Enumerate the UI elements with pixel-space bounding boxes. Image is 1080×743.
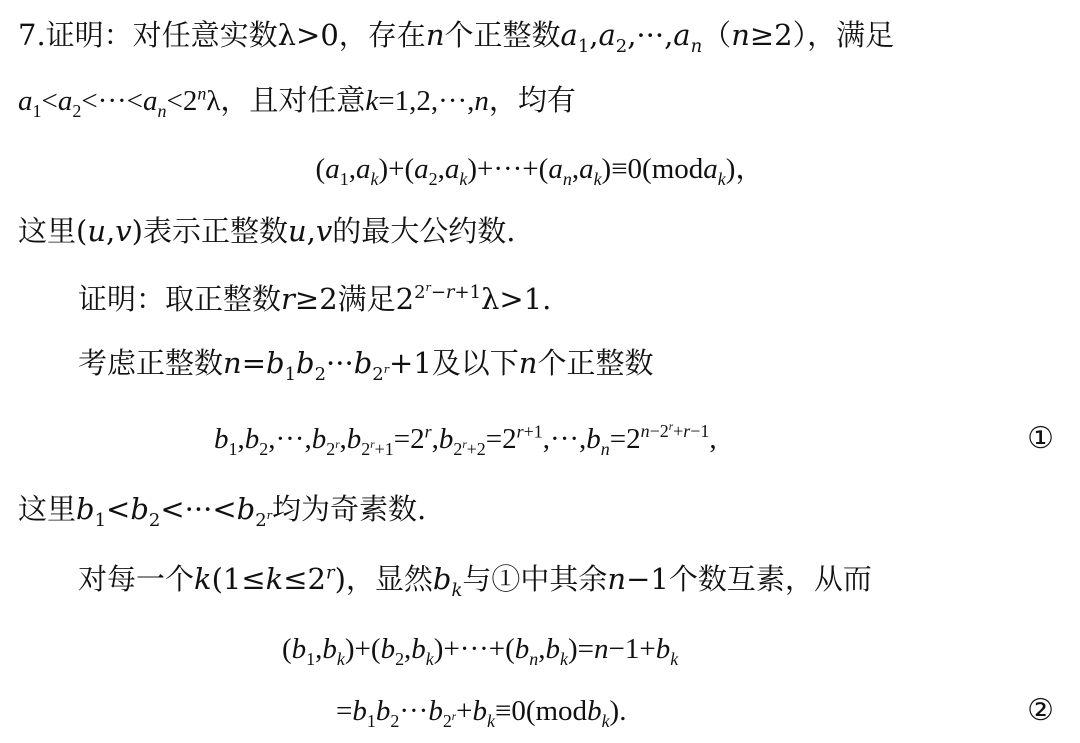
primes-note-text: 这里$b_1<b_2<\cdot\cdot\cdot<b_{2^r}$均为奇素数. [18, 492, 427, 531]
proof-consider-text: 考虑正整数$n=b_1b_2\cdot\cdot\cdot b_{2^r}+1$及以下n个正整数 [78, 346, 654, 385]
coprime-argument-text: 对每一个$k(1\le k\le 2^r)$，显然$b_k$与①中其余n−1个数互素，从而 [78, 562, 872, 601]
proof-start-text: 证明：取正整数r≥2满足$2^{2^r-r+1}\lambda>1$. [78, 281, 552, 316]
coprime-argument [0, 552, 1080, 606]
gcd-definition-text: 这里(u,v)表示正整数u,v的最大公约数. [18, 214, 516, 248]
gcd-definition [0, 204, 1080, 258]
problem-text-1: 7.证明：对任意实数λ>0，存在n个正整数$a_1,a_2,\cdot\cdot\cdot,a_n(n\ge 2)$，满足 [18, 18, 895, 57]
sum-equation-line [0, 622, 1080, 676]
equation-1-label: ① [1027, 421, 1054, 456]
sum-equation: $(b_1,b_k)+(b_2,b_k)+\cdot\cdot\cdot+(b_n,b_k)=n-1+b_k$ [282, 633, 679, 669]
primes-note [0, 482, 1080, 536]
condition-equation-text: $(a_1,a_k)+(a_2,a_k)+\cdot\cdot\cdot+(a_n,a_k)\equiv 0(moda_k)$， [315, 153, 765, 189]
equation-2: $=b_1b_2\cdot\cdot\cdot b_{2^r}+b_k\equiv 0(modb_k)$. [336, 695, 627, 731]
equation-1: $b_1,b_2,\cdot\cdot\cdot,b_{2^r},b_{2^r+1}=2^r,b_{2^r+2}=2^{r+1},\cdot\cdot\cdot,b_n=2^{n-2^r+r-1}$, [214, 421, 717, 459]
condition-equation [0, 142, 1080, 196]
equation-2-label: ② [1027, 693, 1054, 728]
proof-start [0, 272, 1080, 326]
problem-text-2: $a_1<a_2<\cdot\cdot\cdot<a_n<2^n\lambda$，且对任意k=1,2,···,n，均有 [18, 83, 576, 121]
problem-statement-line-2 [0, 74, 1080, 128]
equation-2-line [0, 684, 1080, 738]
proof-consider [0, 336, 1080, 390]
equation-1-line [0, 412, 1080, 466]
problem-statement-line-1 [0, 8, 1080, 62]
